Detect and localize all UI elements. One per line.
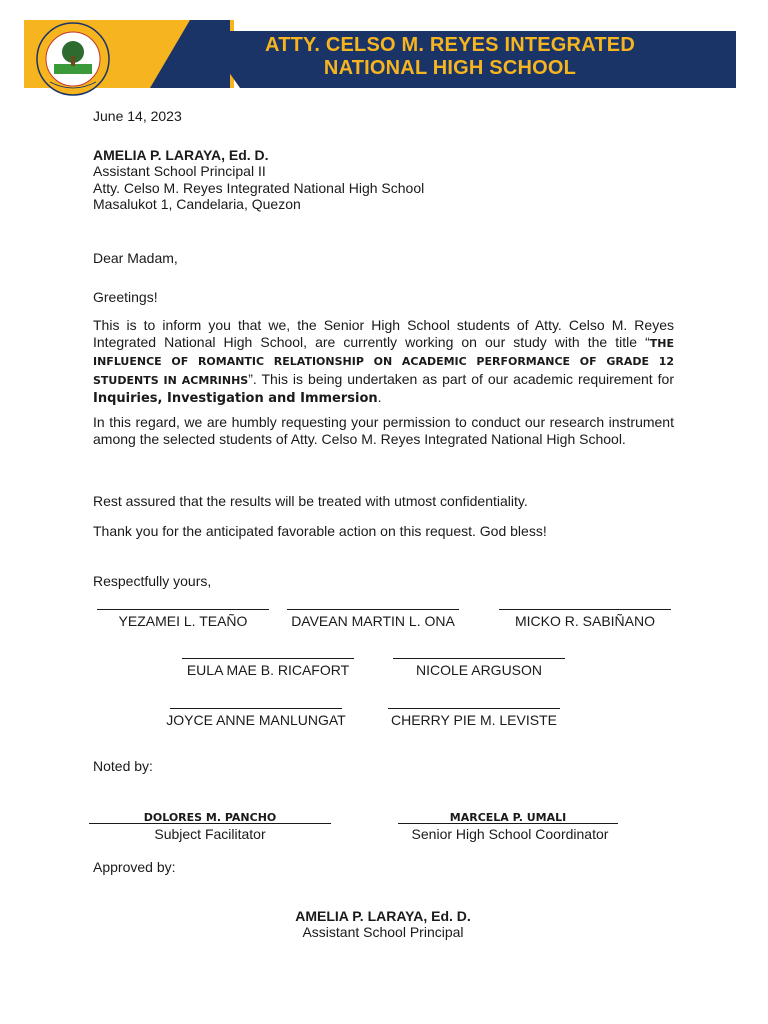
letter-date: June 14, 2023 xyxy=(93,108,182,124)
paragraph-thanks: Thank you for the anticipated favorable action on this request. God bless! xyxy=(93,523,547,539)
approver-block xyxy=(233,908,533,940)
facilitator-role: Subject Facilitator xyxy=(154,826,266,842)
paragraph-intro xyxy=(93,317,674,408)
approved-by-label: Approved by: xyxy=(93,859,176,875)
closing: Respectfully yours, xyxy=(93,573,212,589)
signature-block xyxy=(384,708,564,728)
greeting: Greetings! xyxy=(93,289,158,305)
student-name: CHERRY PIE M. LEVISTE xyxy=(391,712,557,728)
letterhead xyxy=(0,0,768,100)
student-name: MICKO R. SABIÑANO xyxy=(514,613,656,629)
approver-role: Assistant School Principal xyxy=(302,924,464,940)
signature-block xyxy=(495,609,675,629)
paragraph-intro-text-c: . xyxy=(377,389,382,405)
signature-line xyxy=(182,658,354,659)
paragraph-intro-text-a: This is to inform you that we, the Senior High School students of Atty. Celso M. Reyes Integrated National High School, are currently working on our study with the title “ xyxy=(93,317,674,350)
paragraph-intro-text-b: ”. This is being undertaken as part of our academic requirement for xyxy=(248,370,674,387)
student-name: EULA MAE B. RICAFORT xyxy=(186,662,350,678)
signature-line xyxy=(393,658,565,659)
recipient-name: AMELIA P. LARAYA, Ed. D. xyxy=(93,147,269,163)
signature-block xyxy=(178,658,358,678)
coordinator-name: MARCELA P. UMALI xyxy=(449,811,567,824)
noted-signature-block xyxy=(398,808,622,842)
paragraph-confidentiality: Rest assured that the results will be treated with utmost confidentiality. xyxy=(93,493,528,509)
signature-line xyxy=(388,708,560,709)
facilitator-name: DOLORES M. PANCHO xyxy=(143,811,277,824)
noted-name-line xyxy=(89,808,331,824)
salutation: Dear Madam, xyxy=(93,250,178,266)
signature-block xyxy=(283,609,463,629)
signature-line xyxy=(499,609,671,610)
coordinator-role: Senior High School Coordinator xyxy=(411,826,609,842)
student-name: YEZAMEI L. TEAÑO xyxy=(118,613,248,629)
student-name: NICOLE ARGUSON xyxy=(415,662,543,678)
signature-block xyxy=(156,708,356,728)
recipient-school: Atty. Celso M. Reyes Integrated National High School xyxy=(93,180,425,196)
noted-name-line xyxy=(398,808,618,824)
signature-block xyxy=(93,609,273,629)
school-name xyxy=(240,34,660,80)
school-name-line-1: ATTY. CELSO M. REYES INTEGRATED xyxy=(265,34,635,56)
study-title: THE INFLUENCE OF ROMANTIC RELATIONSHIP ON ACADEMIC PERFORMANCE OF GRADE 12 STUDENTS IN ACMRINHS xyxy=(93,336,674,387)
noted-signature-block xyxy=(89,808,331,842)
paragraph-request: In this regard, we are humbly requesting your permission to conduct our research instrument among the selected students of Atty. Celso M. Reyes Integrated National High School. xyxy=(93,414,674,447)
signature-line xyxy=(170,708,342,709)
recipient-title: Assistant School Principal II xyxy=(93,163,266,179)
signature-line xyxy=(97,609,269,610)
school-seal-logo xyxy=(36,22,110,96)
noted-by-label: Noted by: xyxy=(93,758,153,774)
signature-line xyxy=(287,609,459,610)
subject-name: Inquiries, Investigation and Immersion xyxy=(93,391,378,406)
school-name-line-2: NATIONAL HIGH SCHOOL xyxy=(323,57,577,79)
student-name: JOYCE ANNE MANLUNGAT xyxy=(166,712,346,728)
student-name: DAVEAN MARTIN L. ONA xyxy=(291,613,455,629)
approver-name: AMELIA P. LARAYA, Ed. D. xyxy=(295,908,471,924)
signature-block xyxy=(389,658,569,678)
recipient-address: Masalukot 1, Candelaria, Quezon xyxy=(93,196,301,212)
